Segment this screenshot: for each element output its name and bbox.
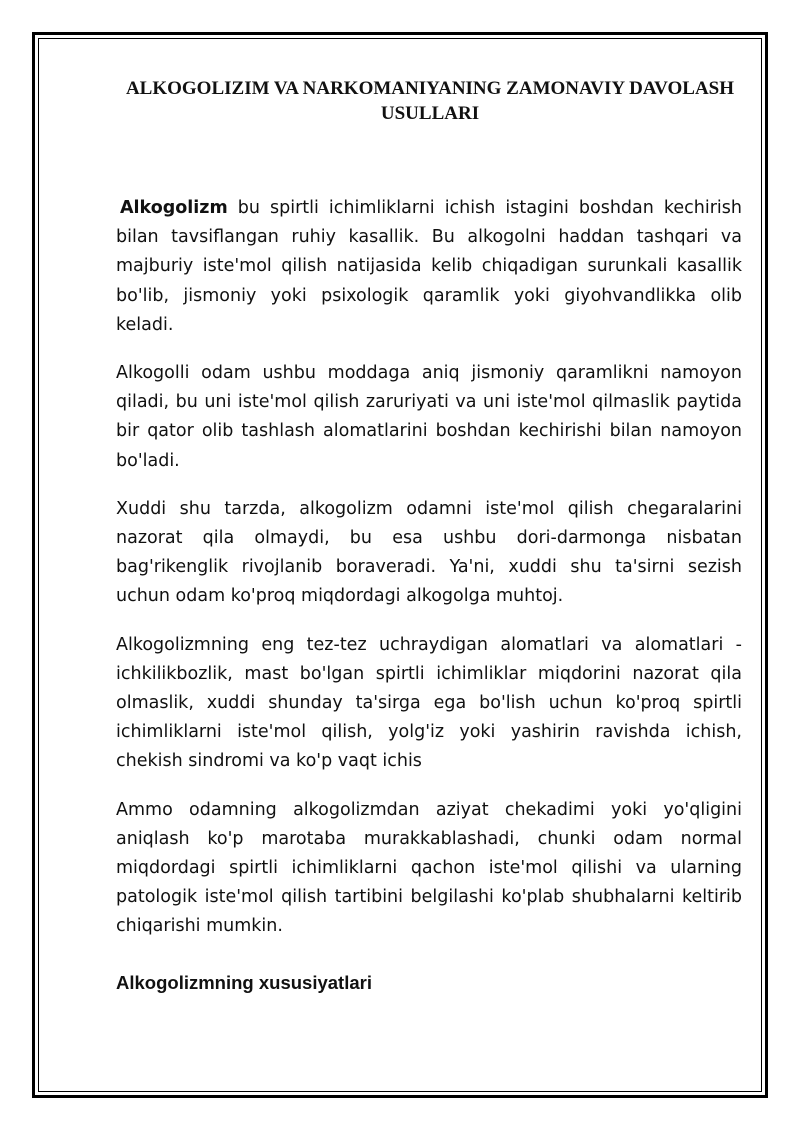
intro-text: bu spirtli ichimliklarni ichish istagini boshdan kechirish bilan tavsiflangan ruhiy kasallik. Bu alkogolni haddan tashqari va majburiy iste'mol qilish natijasida kelib chiqadigan surunkali kasallik bo'lib, jismoniy yoki psixologik qaramlik yoki giyohvandlikka olib keladi.	[116, 198, 742, 335]
paragraph-4: Ammo odamning alkogolizmdan aziyat chekadimi yoki yo'qligini aniqlash ko'p marotaba murakkablashadi, chunki odam normal miqdordagi spirtli ichimliklarni qachon iste'mol qilishi va ularning patologik iste'mol qilish tartibini belgilashi ko'plab shubhalarni keltirib chiqarishi mumkin.	[116, 799, 742, 937]
document-body	[116, 194, 742, 997]
section-subheading: Alkogolizmning xususiyatlari	[116, 971, 372, 993]
document-title: ALKOGOLIZIM VA NARKOMANIYANING ZAMONAVIY DAVOLASH USULLARI	[125, 78, 735, 124]
intro-paragraph	[116, 194, 742, 340]
paragraph-2: Xuddi shu tarzda, alkogolizm odamni iste'mol qilish chegaralarini nazorat qila olmaydi, bu esa ushbu dori-darmonga nisbatan bag'rikenglik rivojlanib boraveradi. Ya'ni, xuddi shu ta'sirni sezish uchun odam ko'proq miqdordagi alkogolga muhtoj.	[116, 498, 742, 607]
paragraph-1: Alkogolli odam ushbu moddaga aniq jismoniy qaramlikni namoyon qiladi, bu uni iste'mol qilish zaruriyati va uni iste'mol qilmaslik paytida bir qator olib tashlash alomatlarini boshdan kechirishi bilan namoyon bo'ladi.	[116, 363, 742, 471]
paragraph-3: Alkogolizmning eng tez-tez uchraydigan alomatlari va alomatlari - ichkilikbozlik, mast bo'lgan spirtli ichimliklar miqdorini nazorat qila olmaslik, xuddi shunday ta'sirga ega bo'lish uchun ko'proq spirtli ichimliklarni iste'mol qilish, yolg'iz yoki yashirin ravishda ichish, chekish sindromi va ko'p vaqt ichis	[116, 634, 742, 772]
intro-term: Alkogolizm	[120, 198, 228, 218]
